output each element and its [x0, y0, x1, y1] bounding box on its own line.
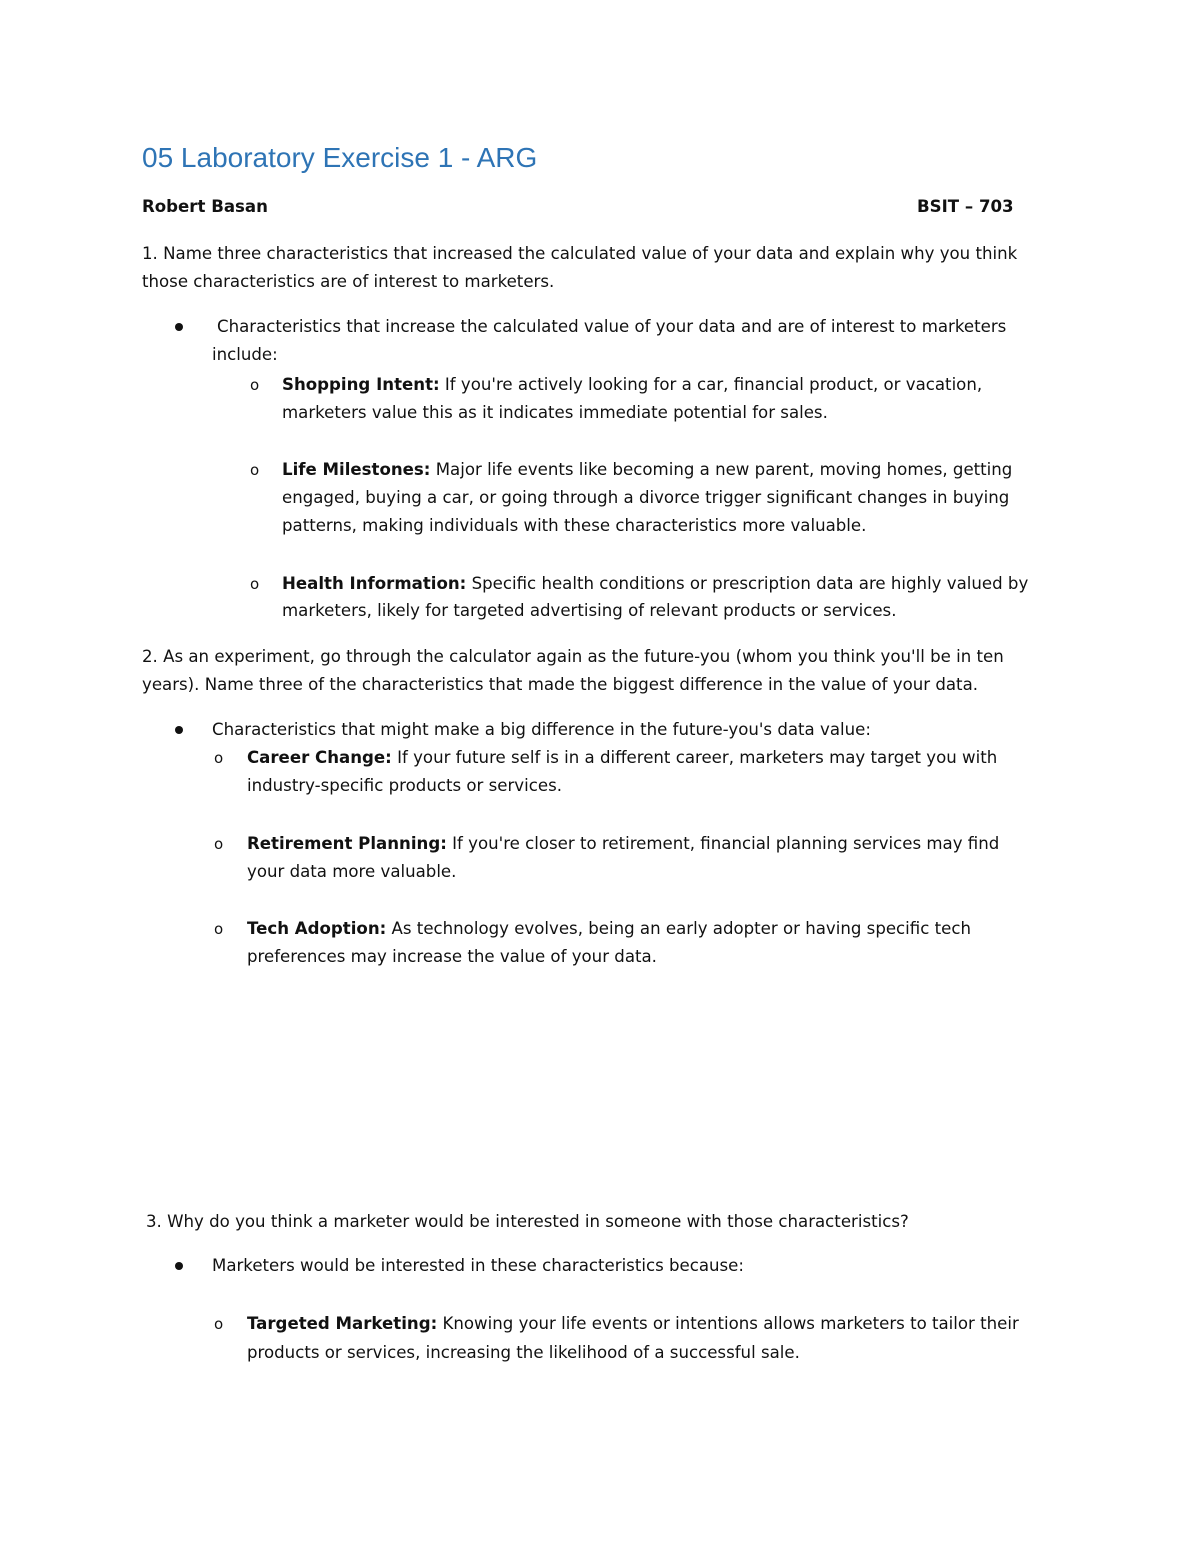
question-3-line-1: 3. Why do you think a marketer would be interested in someone with those characteristics?	[146, 1212, 909, 1231]
list-item	[247, 830, 999, 858]
question-2-line-1: 2. As an experiment, go through the calculator again as the future-you (whom you think you'll be in ten	[142, 647, 1004, 666]
item-label: Shopping Intent:	[282, 375, 440, 394]
question-1-line-1: 1. Name three characteristics that increased the calculated value of your data and explain why you think	[142, 244, 1018, 263]
item-text-continued: preferences may increase the value of your data.	[247, 947, 657, 966]
item-text-continued: marketers value this as it indicates immediate potential for sales.	[282, 403, 828, 422]
question-2-line-2: years). Name three of the characteristics that made the biggest difference in the value of your data.	[142, 675, 979, 694]
item-label: Retirement Planning:	[247, 834, 447, 853]
item-text: As technology evolves, being an early adopter or having specific tech	[386, 919, 972, 938]
item-text: If you're closer to retirement, financial planning services may find	[446, 834, 1000, 853]
item-label: Career Change:	[247, 748, 392, 767]
item-label: Targeted Marketing:	[247, 1314, 438, 1333]
item-text: If your future self is in a different career, marketers may target you with	[391, 748, 998, 767]
list-item	[247, 1310, 1019, 1338]
sub-bullet-icon: o	[250, 461, 260, 479]
sub-bullet-icon: o	[250, 575, 260, 593]
item-label: Life Milestones:	[282, 460, 431, 479]
sub-bullet-icon: o	[214, 1315, 224, 1333]
item-text-continued: industry-specific products or services.	[247, 776, 562, 795]
item-label: Health Information:	[282, 574, 467, 593]
sub-bullet-icon: o	[214, 749, 224, 767]
item-text: Specific health conditions or prescription data are highly valued by	[466, 574, 1029, 593]
list-item	[247, 744, 997, 772]
sub-bullet-icon: o	[214, 920, 224, 938]
list-item	[282, 570, 1028, 598]
item-text-continued: marketers, likely for targeted advertising of relevant products or services.	[282, 601, 897, 620]
page-title: 05 Laboratory Exercise 1 - ARG	[142, 142, 538, 173]
item-text-continued: engaged, buying a car, or going through a divorce trigger significant changes in buying	[282, 488, 1010, 507]
list-item	[247, 915, 971, 943]
list-item	[282, 456, 1012, 484]
bullet-icon	[175, 1262, 183, 1270]
item-text-continued: patterns, making individuals with these characteristics more valuable.	[282, 516, 867, 535]
q1-bullet-line-2: include:	[212, 345, 278, 364]
list-item	[282, 371, 982, 399]
sub-bullet-icon: o	[214, 835, 224, 853]
bullet-icon	[175, 726, 183, 734]
bullet-icon	[175, 323, 183, 331]
question-1-line-2: those characteristics are of interest to marketers.	[142, 272, 555, 291]
q1-bullet-line-1: Characteristics that increase the calculated value of your data and are of interest to marketers	[217, 317, 1007, 336]
q2-bullet-line-1: Characteristics that might make a big difference in the future-you's data value:	[212, 720, 871, 739]
item-text: If you're actively looking for a car, financial product, or vacation,	[439, 375, 983, 394]
item-text-continued: products or services, increasing the likelihood of a successful sale.	[247, 1343, 800, 1362]
item-label: Tech Adoption:	[247, 919, 387, 938]
item-text: Knowing your life events or intentions allows marketers to tailor their	[437, 1314, 1019, 1333]
section-code: BSIT – 703	[917, 197, 1014, 216]
q3-bullet-line-1: Marketers would be interested in these characteristics because:	[212, 1256, 744, 1275]
sub-bullet-icon: o	[250, 376, 260, 394]
item-text-continued: your data more valuable.	[247, 862, 457, 881]
author-name: Robert Basan	[142, 197, 268, 216]
item-text: Major life events like becoming a new parent, moving homes, getting	[430, 460, 1013, 479]
